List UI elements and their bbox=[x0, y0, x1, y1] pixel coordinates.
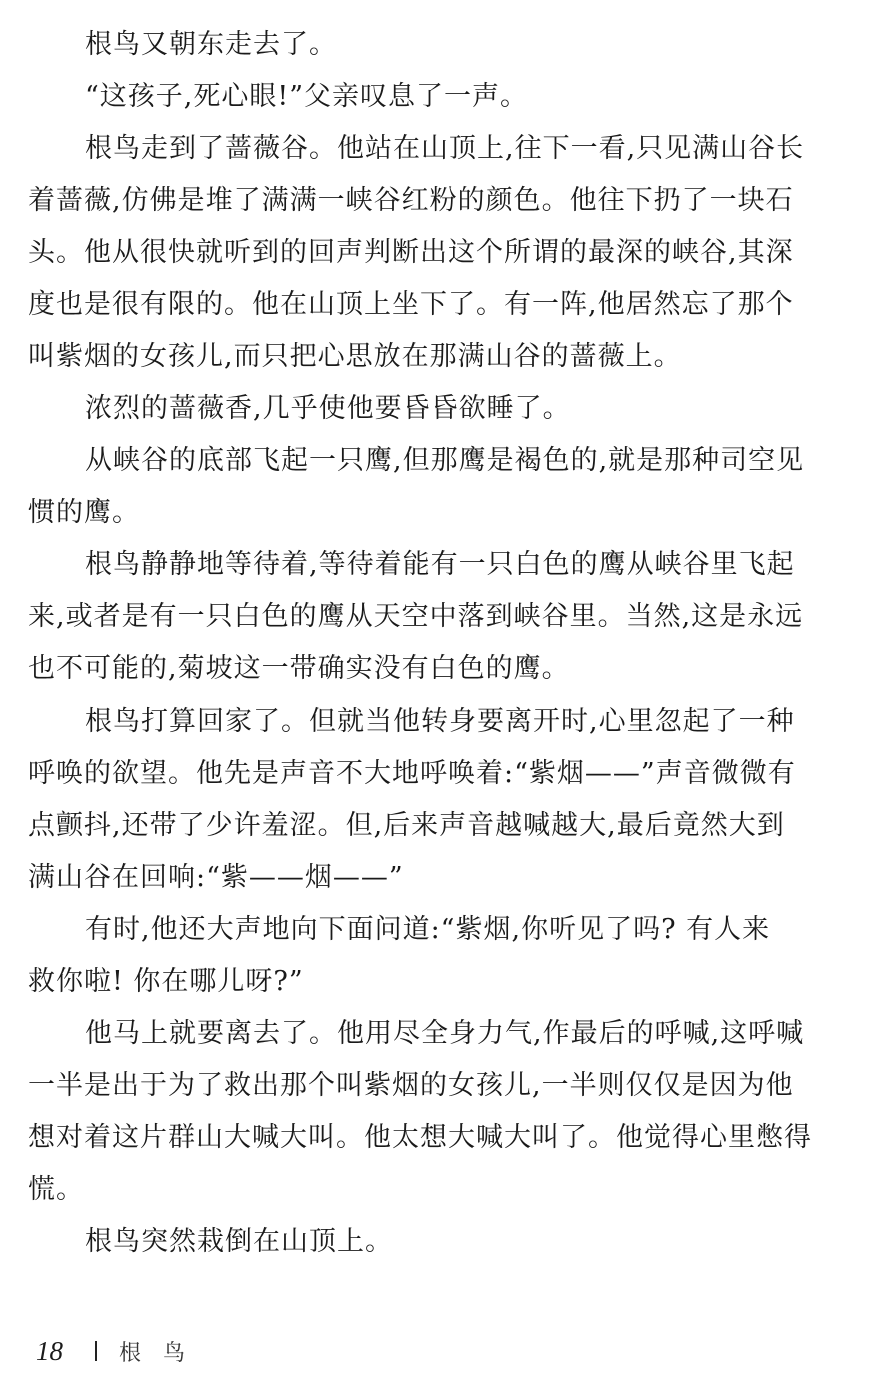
text-line: 来,或者是有一只白色的鹰从天空中落到峡谷里。当然,这是永远 bbox=[28, 601, 804, 633]
text-line: 根鸟打算回家了。但就当他转身要离开时,心里忽起了一种 bbox=[85, 705, 795, 737]
text-line: 呼唤的欲望。他先是声音不大地呼唤着:“紫烟——”声音微微有 bbox=[28, 757, 796, 789]
text-line: 根鸟又朝东走去了。 bbox=[85, 29, 337, 60]
text-line: 根鸟静静地等待着,等待着能有一只白色的鹰从峡谷里飞起 bbox=[85, 549, 795, 581]
text-line: 着蔷薇,仿佛是堆了满满一峡谷红粉的颜色。他往下扔了一块石 bbox=[28, 185, 794, 217]
text-line: 救你啦! 你在哪儿呀?” bbox=[28, 965, 304, 997]
text-line: 一半是出于为了救出那个叫紫烟的女孩儿,一半则仅仅是因为他 bbox=[28, 1069, 794, 1101]
running-title: 根鸟 bbox=[119, 1340, 208, 1366]
text-line: “这孩子,死心眼!”父亲叹息了一声。 bbox=[85, 81, 529, 113]
text-line: 也不可能的,菊坡这一带确实没有白色的鹰。 bbox=[28, 653, 570, 685]
text-line: 根鸟走到了蔷薇谷。他站在山顶上,往下一看,只见满山谷长 bbox=[85, 133, 805, 165]
text-line: 度也是很有限的。他在山顶上坐下了。有一阵,他居然忘了那个 bbox=[28, 289, 794, 321]
text-line: 从峡谷的底部飞起一只鹰,但那鹰是褐色的,就是那种司空见 bbox=[85, 445, 805, 477]
text-line: 浓烈的蔷薇香,几乎使他要昏昏欲睡了。 bbox=[85, 393, 571, 425]
text-line: 头。他从很快就听到的回声判断出这个所谓的最深的峡谷,其深 bbox=[28, 237, 794, 269]
text-line: 满山谷在回响:“紫——烟——” bbox=[28, 861, 404, 893]
text-line: 有时,他还大声地向下面问道:“紫烟,你听见了吗? 有人来 bbox=[85, 913, 771, 945]
text-line: 惯的鹰。 bbox=[28, 497, 140, 529]
text-line: 点颤抖,还带了少许羞涩。但,后来声音越喊越大,最后竟然大到 bbox=[28, 809, 785, 841]
page-number: 18 bbox=[36, 1335, 63, 1366]
page-footer bbox=[36, 1334, 207, 1368]
text-line: 叫紫烟的女孩儿,而只把心思放在那满山谷的蔷薇上。 bbox=[28, 341, 682, 373]
footer-divider bbox=[95, 1341, 97, 1361]
text-line: 他马上就要离去了。他用尽全身力气,作最后的呼喊,这呼喊 bbox=[85, 1017, 805, 1049]
text-line: 想对着这片群山大喊大叫。他太想大喊大叫了。他觉得心里憋得 bbox=[28, 1121, 812, 1153]
text-line: 慌。 bbox=[28, 1173, 84, 1205]
text-line: 根鸟突然栽倒在山顶上。 bbox=[85, 1225, 393, 1257]
